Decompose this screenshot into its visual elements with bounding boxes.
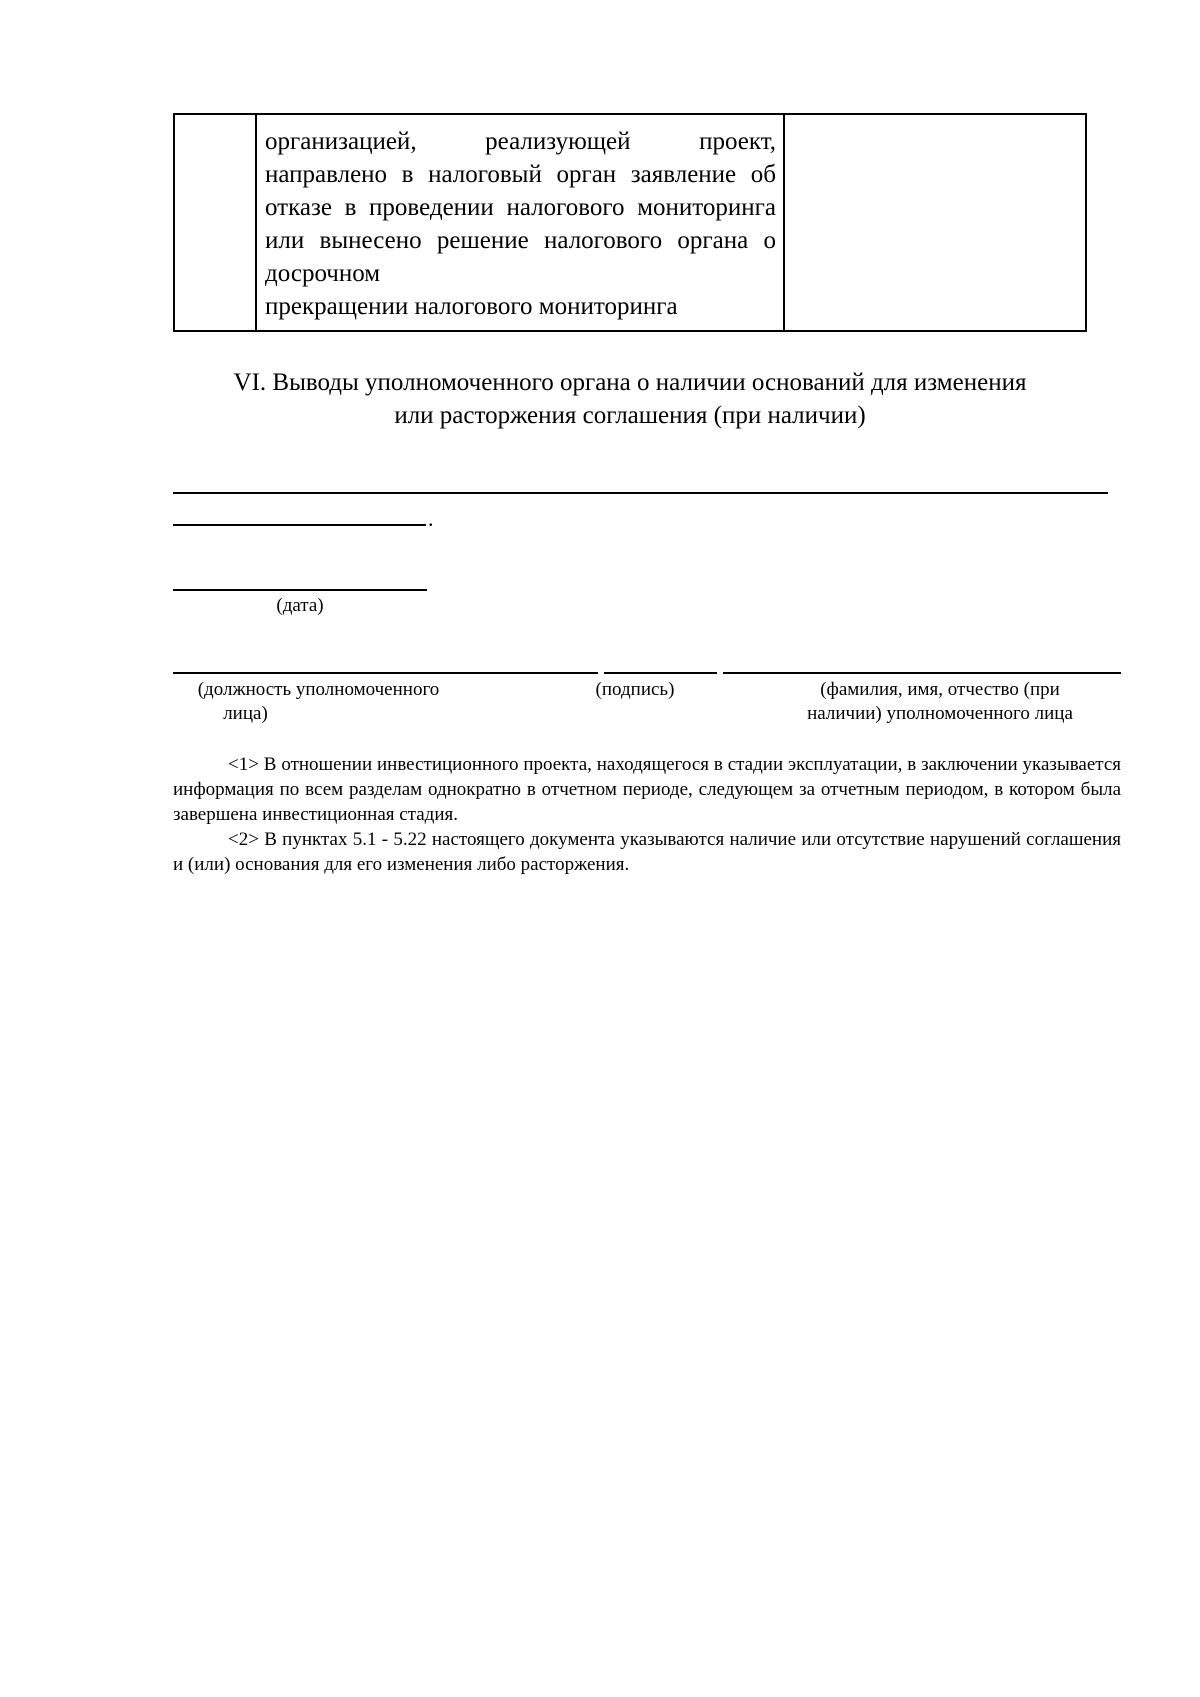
conclusion-blank-line: [173, 492, 1108, 494]
date-caption: (дата): [276, 595, 324, 616]
conclusion-blank-line-short: [173, 524, 426, 526]
name-blank-line: [723, 672, 1121, 674]
row-value-cell: [785, 115, 1085, 330]
row-text-line: направлено в налоговый орган заявление: [265, 161, 737, 188]
row-text-line: организацией, реализующей проект,: [265, 128, 776, 155]
signature-caption: (подпись): [595, 679, 675, 700]
conclusion-end-mark: .: [428, 506, 434, 531]
row-number-cell: [175, 115, 257, 330]
position-blank-line: [173, 672, 598, 674]
table-continuation: [173, 113, 1087, 332]
position-caption-line: лица): [223, 703, 268, 724]
row-text-line: об отказе в проведении налогового: [265, 161, 777, 221]
footnote-1: <1> В отношении инвестиционного проекта, находящегося в стадии эксплуатации, в заключении указывается информация по всем разделам однократно в отчетном периоде, следующем за отчетным периодом, в котором была завершена инвестиционная стадия.: [173, 754, 1121, 825]
position-caption-line: (должность уполномоченного: [197, 679, 440, 700]
section-heading-line: или расторжения соглашения (при наличии): [394, 402, 866, 429]
position-caption: [173, 678, 598, 726]
row-text-line: налогового органа о досрочном: [265, 227, 776, 287]
row-text-cell: [257, 115, 785, 330]
name-caption-line: наличии) уполномоченного лица: [807, 703, 1073, 724]
section-heading-line: VI. Выводы уполномоченного органа о наличии оснований для изменения: [233, 369, 1027, 396]
name-caption-line: (фамилия, имя, отчество (при: [820, 679, 1060, 700]
name-caption: [770, 678, 1110, 726]
date-blank-line: [173, 589, 427, 591]
row-text-line: мониторинга или вынесено решение: [265, 194, 777, 254]
footnote-2: <2> В пунктах 5.1 - 5.22 настоящего документа указываются наличие или отсутствие нарушений соглашения и (или) основания для его изменения либо расторжения.: [173, 829, 1121, 875]
signature-blank-line: [604, 672, 717, 674]
section-vi-heading: [150, 366, 1110, 432]
footnotes: [173, 752, 1121, 877]
row-text-last-line: прекращении налогового мониторинга: [265, 293, 678, 320]
